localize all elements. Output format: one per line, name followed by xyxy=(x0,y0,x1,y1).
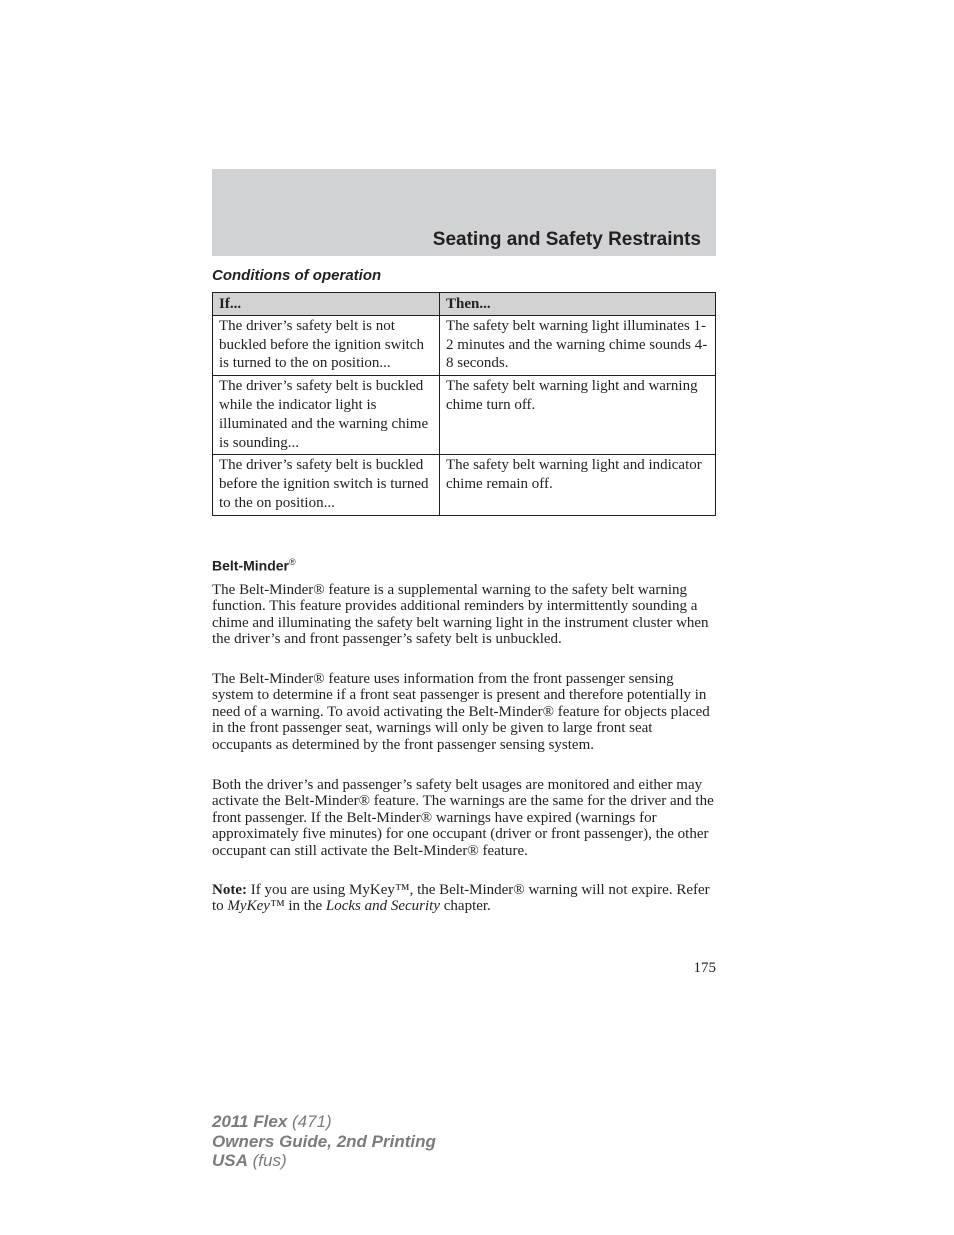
footer-market: USA xyxy=(212,1151,248,1170)
table-header-row xyxy=(213,293,716,316)
table-cell: The driver’s safety belt is buckled while the indicator light is illuminated and the warning chime is sounding... xyxy=(213,376,440,455)
paragraph: The Belt-Minder® feature uses information from the front passenger sensing system to determine if a front seat passenger is present and therefore potentially in need of a warning. To avoid activating the Belt-Minder® feature for objects placed in the front passenger seat, warnings will only be given to large front seat occupants as determined by the front passenger sensing system. xyxy=(212,671,710,753)
subsection-title-text: Belt-Minder xyxy=(212,557,289,574)
note-text: chapter. xyxy=(440,898,491,915)
footer-market-code: (fus) xyxy=(247,1151,287,1170)
footer xyxy=(212,1112,436,1171)
paragraph: The Belt-Minder® feature is a supplemental warning to the safety belt warning function. This feature provides additional reminders by intermittently sounding a chime and illuminating the safety belt warning light in the instrument cluster when the driver’s and front passenger’s safety belt is unbuckled. xyxy=(212,582,709,648)
table-cell: The safety belt warning light illuminates 1-2 minutes and the warning chime sounds 4-8 seconds. xyxy=(440,315,716,375)
note-label: Note: xyxy=(212,882,247,898)
table-cell: The safety belt warning light and warning chime turn off. xyxy=(440,376,716,455)
note-text: in the xyxy=(284,898,326,915)
paragraph: Both the driver’s and passenger’s safety belt usages are monitored and either may activate the Belt-Minder® feature. The warnings are the same for the driver and the front passenger. If the Belt-Minder® warnings have expired (warnings for approximately five minutes) for one occupant (driver or front passenger), the other occupant can still activate the Belt-Minder® feature. xyxy=(212,777,714,859)
registered-mark: ® xyxy=(289,557,296,567)
chapter-header xyxy=(212,169,716,256)
chapter-reference: Locks and Security xyxy=(325,898,440,915)
table-cell: The driver’s safety belt is buckled before the ignition switch is turned to the on position... xyxy=(213,455,440,515)
page-number: 175 xyxy=(693,960,716,976)
conditions-table xyxy=(212,292,716,516)
footer-model: 2011 Flex xyxy=(212,1112,288,1131)
column-header-if: If... xyxy=(213,293,440,316)
table-row xyxy=(213,376,716,455)
note-paragraph xyxy=(212,882,716,915)
table-cell: The driver’s safety belt is not buckled before the ignition switch is turned to the on position... xyxy=(213,315,440,375)
footer-line-model xyxy=(212,1112,436,1132)
footer-code: (471) xyxy=(287,1112,332,1131)
chapter-title: Seating and Safety Restraints xyxy=(432,229,701,250)
footer-line-market xyxy=(212,1151,436,1171)
note-text: If you are using MyKey™, the Belt-Minder® warning will not expire. Refer to xyxy=(212,882,710,915)
column-header-then: Then... xyxy=(440,293,716,316)
table-row xyxy=(213,455,716,515)
subsection-title xyxy=(212,557,296,574)
table-cell: The safety belt warning light and indicator chime remain off. xyxy=(440,455,716,515)
section-title: Conditions of operation xyxy=(212,267,382,284)
table-row xyxy=(213,315,716,375)
footer-line-edition: Owners Guide, 2nd Printing xyxy=(212,1131,436,1151)
mykey-reference: MyKey™ xyxy=(227,898,285,915)
